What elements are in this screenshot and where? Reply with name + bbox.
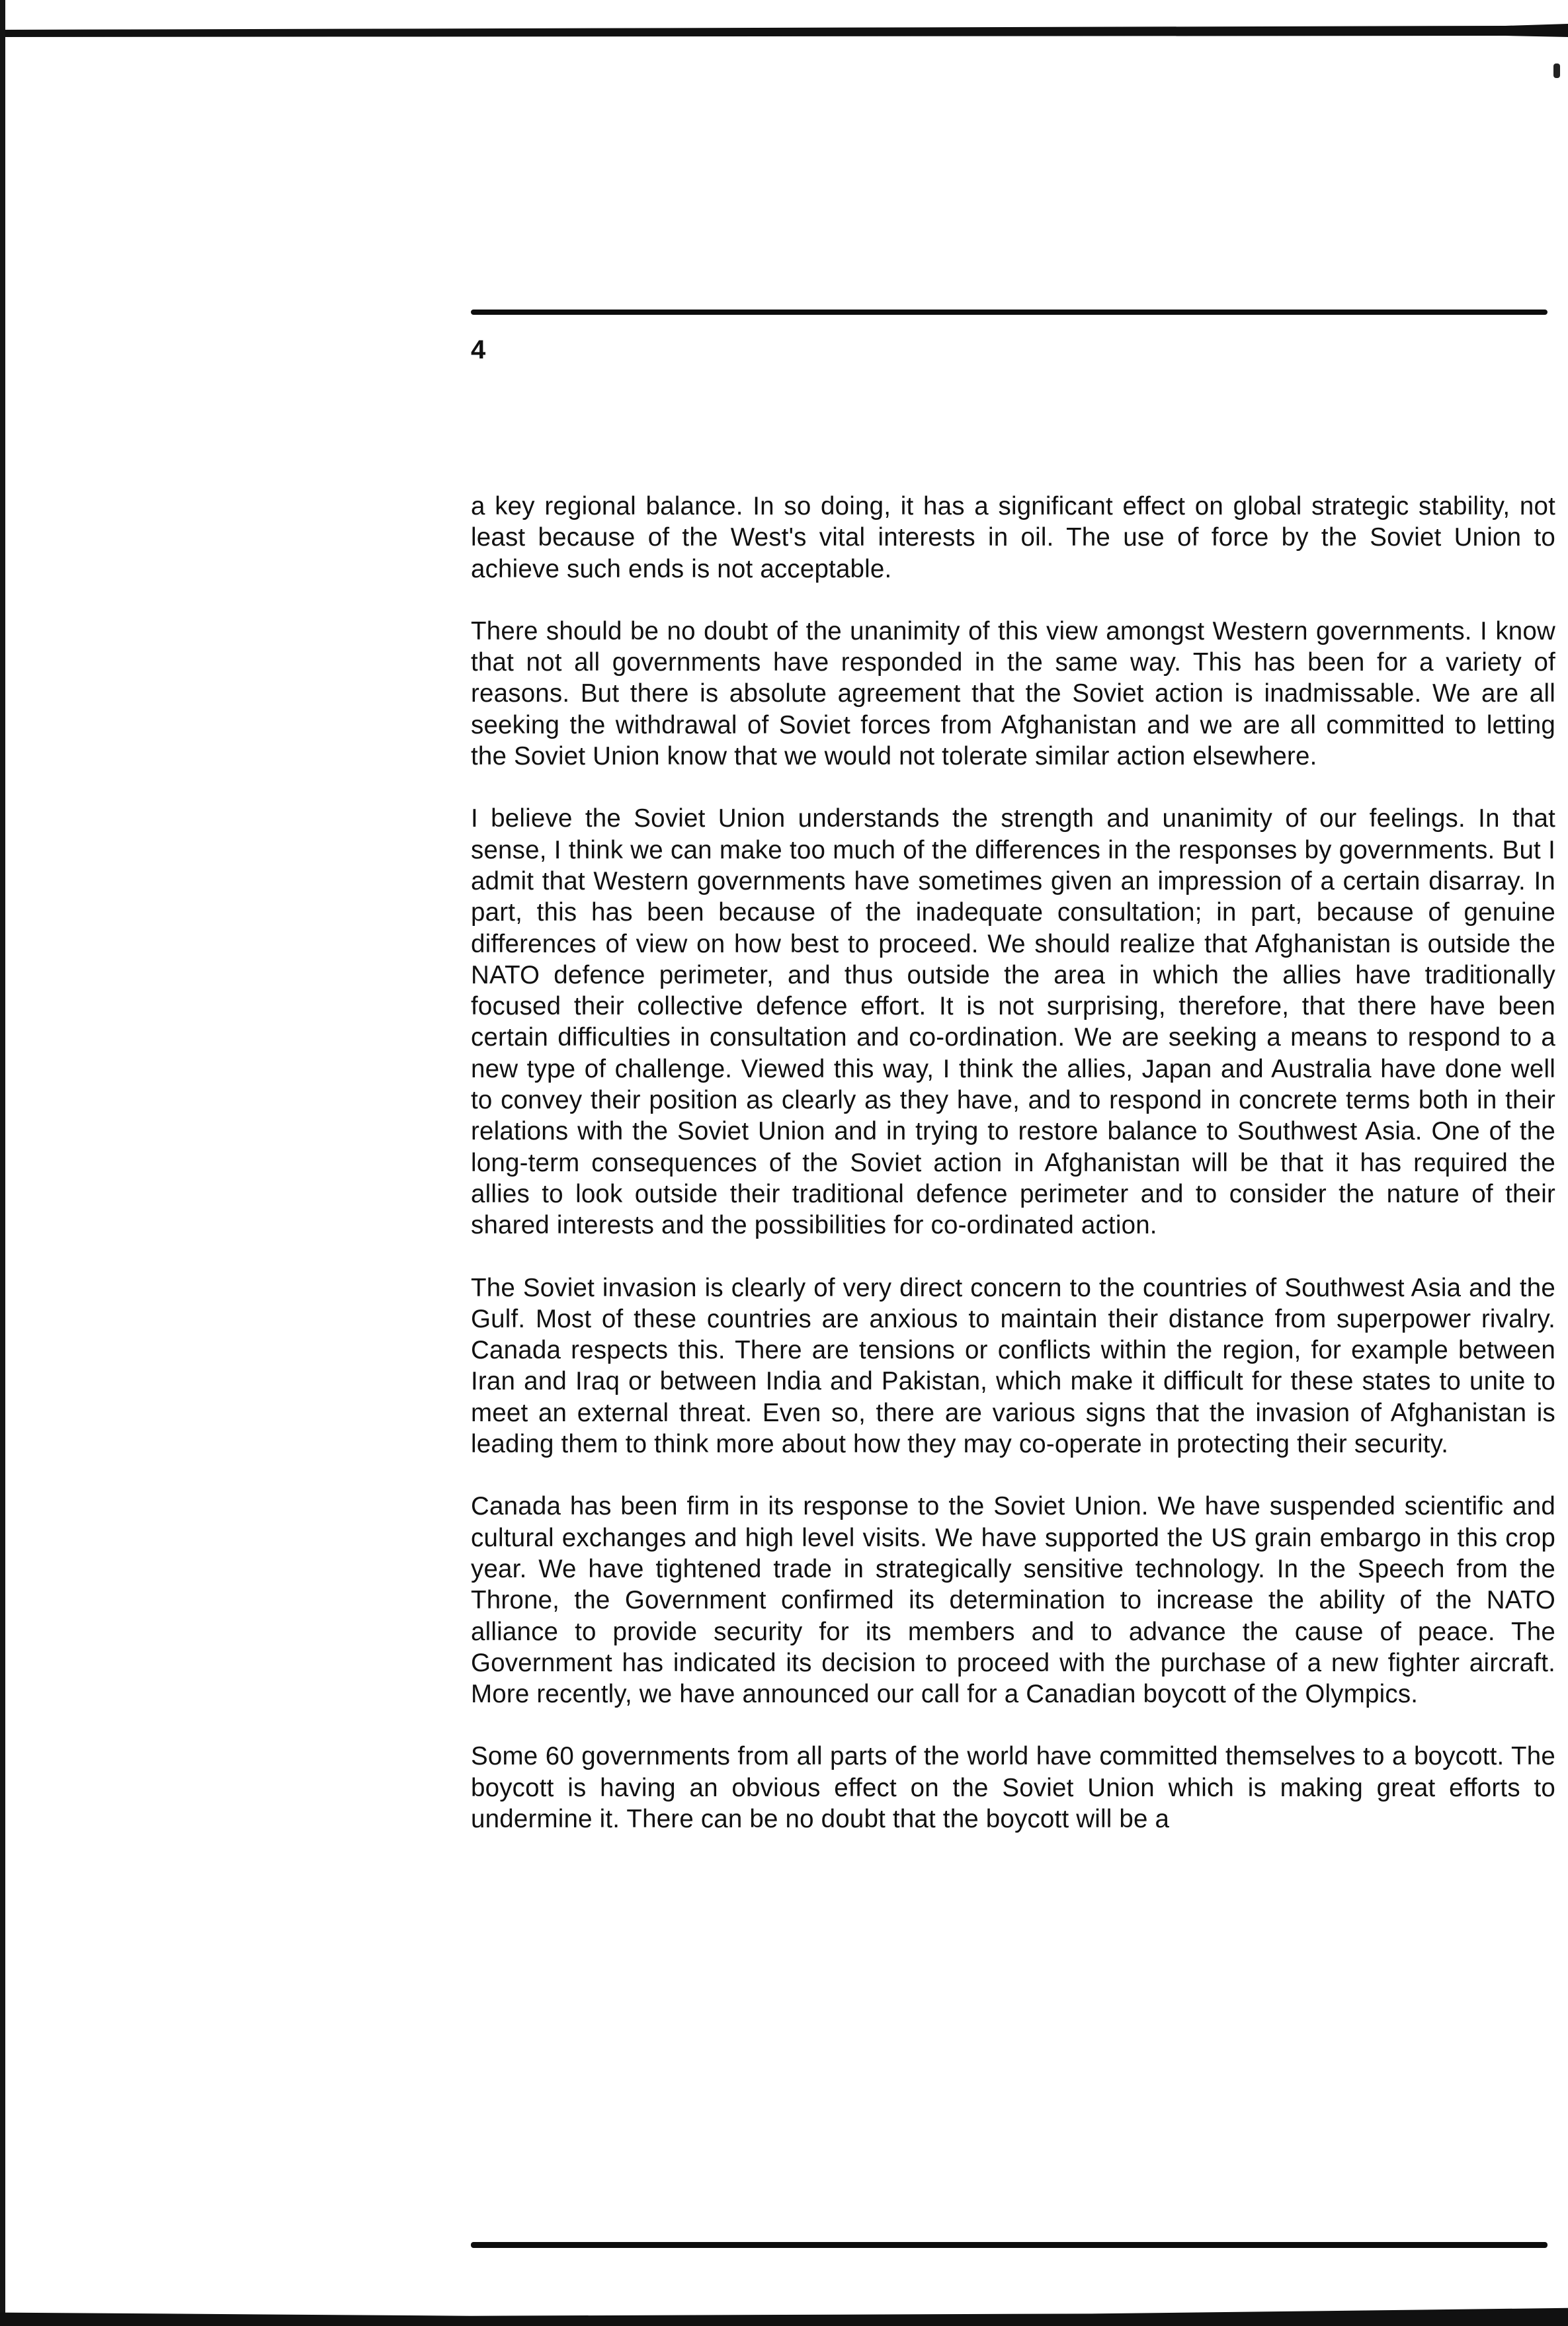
- body-text: [471, 491, 1555, 1835]
- scan-edge-top: [0, 24, 1568, 37]
- paragraph: Some 60 governments from all parts of the world have committed themselves to a boycott. The boycott is having an obvious effect on the Soviet Union which is making great efforts to undermine it. There can be no doubt that the boycott will be a: [471, 1742, 1555, 1833]
- paragraph: a key regional balance. In so doing, it has a significant effect on global strategic stability, not least because of the West's vital interests in oil. The use of force by the Soviet Union to achieve such ends is not acceptable.: [471, 492, 1555, 583]
- page-number: 4: [471, 335, 486, 364]
- paragraph: I believe the Soviet Union understands the strength and unanimity of our feelings. In that sense, I think we can make too much of the differences in the responses by governments. But I admit that Western governments have sometimes given an impression of a certain disarray. In part, this has been because of the inadequate consultation; in part, because of genuine differences of view on how best to proceed. We should realize that Afghanistan is outside the NATO defence perimeter, and thus outside the area in which the allies have traditionally focused their collective defence effort. It is not surprising, therefore, that there have been certain difficulties in consultation and co-ordination. We are seeking a means to respond to a new type of challenge. Viewed this way, I think the allies, Japan and Australia have done well to convey their position as clearly as they have, and to respond in concrete terms both in their relations with the Soviet Union and in trying to restore balance to Southwest Asia. One of the long-term consequences of the Soviet action in Afghanistan will be that it has required the allies to look outside their traditional defence perimeter and to consider the nature of their shared interests and the possibilities for co-ordinated action.: [471, 804, 1555, 1240]
- paragraph: The Soviet invasion is clearly of very direct concern to the countries of Southwest Asia and the Gulf. Most of these countries are anxious to maintain their distance from superpower rivalry. Canada respects this. There are tensions or conflicts within the region, for example between Iran and Iraq or between India and Pakistan, which make it difficult for these states to unite to meet an external threat. Even so, there are various signs that the invasion of Afghanistan is leading them to think more about how they may co-operate in protecting their security.: [471, 1273, 1555, 1459]
- header-rule: [471, 310, 1547, 315]
- scan-edge-bottom: [0, 2304, 1568, 2326]
- paragraph: Canada has been firm in its response to the Soviet Union. We have suspended scientific and cultural exchanges and high level visits. We have supported the US grain embargo in this crop year. We have tightened trade in strategically sensitive technology. In the Speech from the Throne, the Government confirmed its determination to increase the ability of the NATO alliance to provide security for its members and to advance the cause of peace. The Government has indicated its decision to proceed with the purchase of a new fighter aircraft. More recently, we have announced our call for a Canadian boycott of the Olympics.: [471, 1492, 1555, 1709]
- scan-edge-left: [0, 0, 5, 2326]
- footer-rule: [471, 2242, 1547, 2248]
- paragraph: There should be no doubt of the unanimity of this view amongst Western governments. I know that not all governments have responded in the same way. This has been for a variety of reasons. But there is absolute agreement that the Soviet action is inadmissable. We are all seeking the withdrawal of Soviet forces from Afghanistan and we are all committed to letting the Soviet Union know that we would not tolerate similar action elsewhere.: [471, 616, 1555, 771]
- scan-mark: [1553, 63, 1560, 78]
